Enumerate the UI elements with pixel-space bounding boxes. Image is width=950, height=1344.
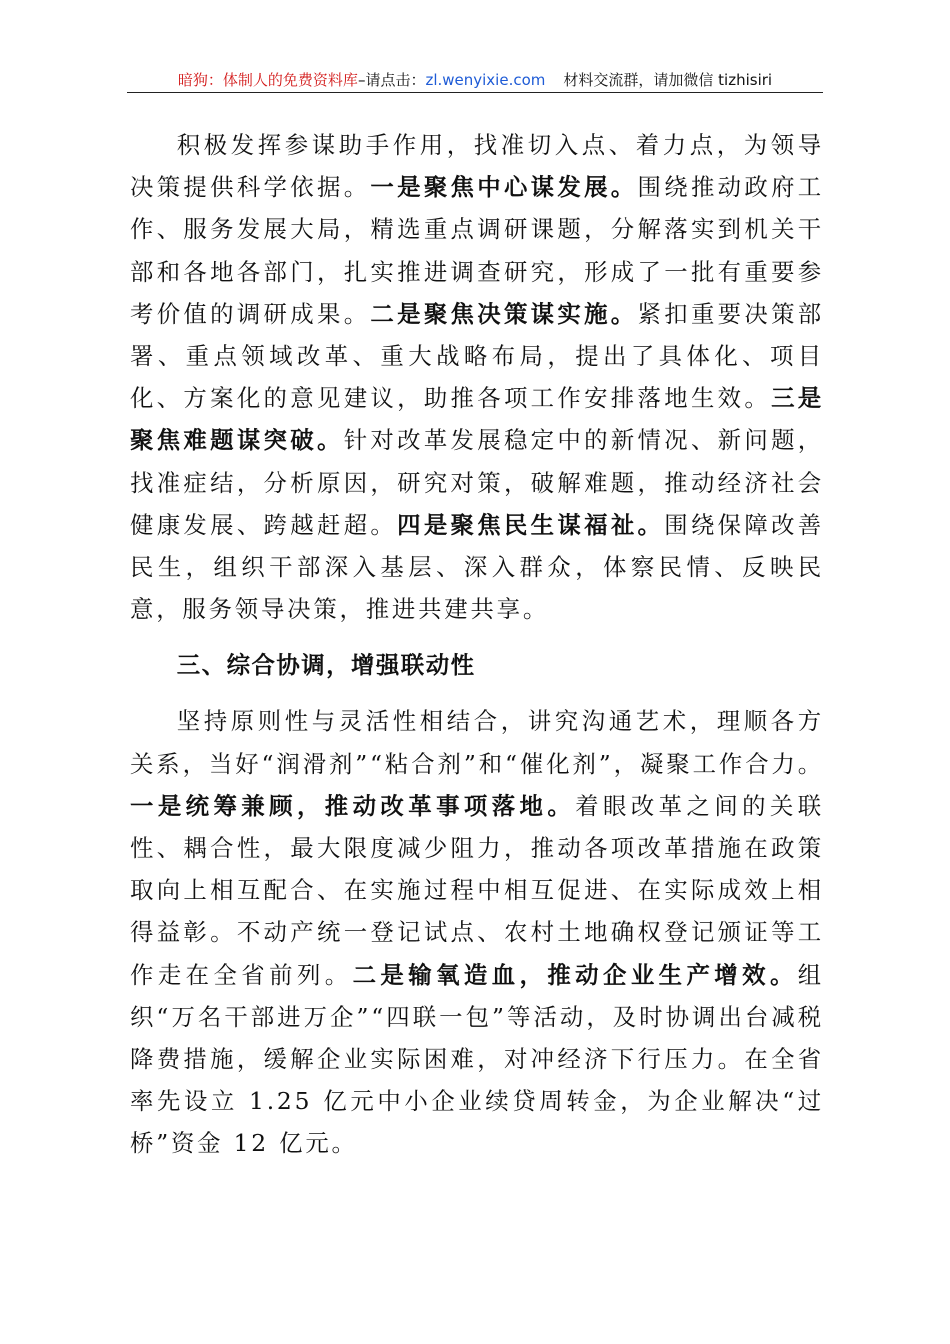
section2-point4-text: 围绕保障改善民生，组织干部深入基层、深入群众，体察民情、反映民意，服务领导决策，推进共建共享。 [130,510,824,624]
section2-point4-title: 四是聚焦民生谋福祉。 [397,510,665,539]
header-click-prefix: –请点击： [357,71,426,89]
header-site-name: 暗狗：体制人的免费资料库 [177,71,358,89]
section2-point1-text: 围绕推动政府工作、服务发展大局，精选重点调研课题，分解落实到机关干部和各地各部门，扎实推进调查研究，形成了一批有重要参考价值的调研成果。 [130,173,824,328]
section2-intro: 积极发挥参谋助手作用，找准切入点、着力点，为领导决策提供科学依据。 [130,131,824,202]
section2-point3-title: 三是聚焦难题谋突破。 [130,384,824,455]
section2-point1-title: 一是聚焦中心谋发展。 [370,173,638,202]
section2-point2-text: 紧扣重要决策部署、重点领域改革、重大战略布局，提出了具体化、项目化、方案化的意见建议，助推各项工作安排落地生效。 [130,299,824,413]
section3-point1-title: 一是统筹兼顾，推动改革事项落地。 [130,791,576,820]
section2-point3-text: 针对改革发展稳定中的新情况、新问题，找准症结，分析原因，研究对策，破解难题，推动经济社会健康发展、跨越赶超。 [130,426,824,539]
section3-intro: 坚持原则性与灵活性相结合，讲究沟通艺术，理顺各方关系，当好“润滑剂”“粘合剂”和“催化剂”，凝聚工作合力。 [130,707,824,778]
section2-paragraph [130,124,824,630]
section3-heading: 三、综合协调，增强联动性 [176,651,476,680]
section3-point2-text: 组织“万名干部进万企”“四联一包”等活动，及时协调出台减税降费措施，缓解企业实际困难，对冲经济下行压力。在全省率先设立 1.25 亿元中小企业续贷周转金，为企业解决“过桥”资金 12 亿元。 [130,960,824,1158]
section3-point2-title: 二是输氧造血，推动企业生产增效。 [352,960,798,989]
header-group-note: 材料交流群，请加微信 tizhisiri [563,71,773,89]
header-url-link[interactable]: zl.wenyixie.com [425,71,546,89]
document-body [130,124,824,1165]
section2-point2-title: 二是聚焦决策谋实施。 [370,299,638,328]
page-header [127,70,823,93]
section3-point1-text: 着眼改革之间的关联性、耦合性，最大限度减少阻力，推动各项改革措施在政策取向上相互配合、在实施过程中相互促进、在实际成效上相得益彰。不动产统一登记试点、农村土地确权登记颁证等工作走在全省前列。 [130,791,824,989]
section3-paragraph [130,700,824,1164]
